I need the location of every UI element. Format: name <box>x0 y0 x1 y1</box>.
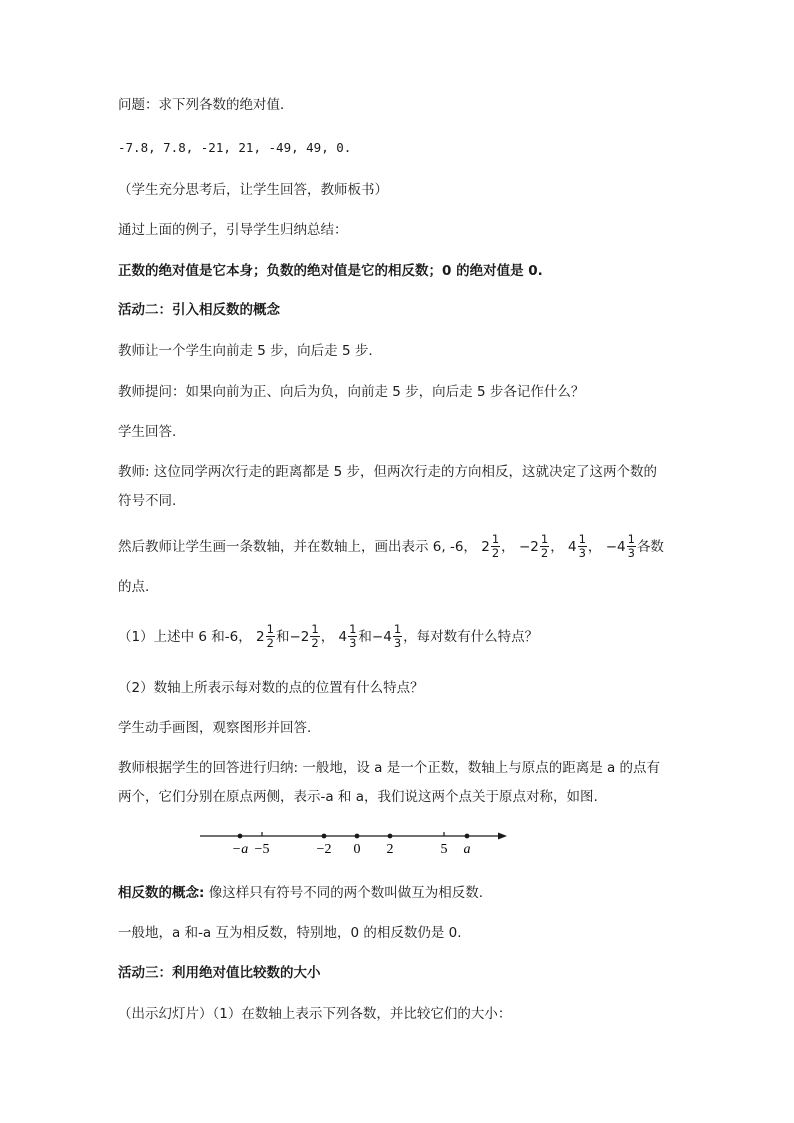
denominator: 3 <box>393 635 402 650</box>
point-2 <box>388 834 393 839</box>
numerator: 1 <box>349 621 357 636</box>
text-line: 两个，它们分别在原点两侧，表示-a 和 a，我们说这两个点关于原点对称，如图. <box>118 789 598 805</box>
text-line: 符号不同. <box>118 493 177 509</box>
mixed-number <box>518 531 550 560</box>
label-neg-5: −5 <box>254 842 270 857</box>
text-line: 学生回答. <box>118 424 177 440</box>
numerator: 1 <box>627 531 635 546</box>
number-list: -7.8, 7.8, -21, 21, -49, 49, 0. <box>118 140 352 155</box>
mixed-number <box>371 621 403 650</box>
label-2: 2 <box>386 842 394 857</box>
fraction <box>540 533 549 560</box>
conclusion-line: 正数的绝对值是它本身；负数的绝对值是它的相反数；0 的绝对值是 0. <box>118 263 543 279</box>
activity-three-heading: 活动三：利用绝对值比较数的大小 <box>118 965 321 981</box>
fraction <box>578 533 587 560</box>
numerator: 1 <box>393 621 402 636</box>
label-zero: 0 <box>353 842 361 857</box>
separator: ， <box>320 629 335 645</box>
text-line: 教师: 这位同学两次行走的距离都是 5 步，但两次行走的方向相反，这就决定了这两个数的 <box>118 464 658 480</box>
point-neg-2 <box>322 834 327 839</box>
text-segment: ，每对数有什么特点？ <box>403 629 539 645</box>
question-two-line: （2）数轴上所表示每对数的点的位置有什么特点？ <box>118 680 424 696</box>
whole-part: −4 <box>371 629 392 645</box>
mixed-number <box>256 621 276 650</box>
mixed-number <box>567 531 588 560</box>
denominator: 3 <box>627 545 635 560</box>
fraction <box>627 533 636 560</box>
number-line-figure <box>195 822 515 858</box>
definition-label: 相反数的概念: <box>118 885 205 901</box>
label-neg-2: −2 <box>316 842 332 857</box>
definition-text: 像这样只有符号不同的两个数叫做互为相反数. <box>204 885 483 901</box>
text-line: 教师根据学生的回答进行归纳: 一般地，设 a 是一个正数，数轴上与原点的距离是 a 的点有 <box>118 760 661 776</box>
separator: ， <box>550 539 564 555</box>
mixed-number <box>481 531 501 560</box>
draw-points-line <box>118 532 664 562</box>
label-a: a <box>463 842 471 857</box>
definition-line <box>118 884 483 902</box>
whole-part: 4 <box>338 629 348 645</box>
label-neg-a: −a <box>231 842 249 857</box>
question-line: 问题：求下列各数的绝对值． <box>118 97 294 113</box>
mixed-number <box>605 531 637 560</box>
whole-part: −2 <box>289 629 310 645</box>
label-5: 5 <box>440 842 448 857</box>
fraction <box>310 623 319 650</box>
text-line: 教师提问：如果向前为正、向后为负，向前走 5 步，向后走 5 步各记作什么？ <box>118 384 585 400</box>
point-neg-a <box>238 834 243 839</box>
whole-part: −4 <box>605 539 626 555</box>
denominator: 3 <box>578 545 586 560</box>
point-zero <box>355 834 360 839</box>
fraction <box>348 623 357 650</box>
denominator: 2 <box>540 545 549 560</box>
text-line: 一般地，a 和-a 互为相反数，特别地，0 的相反数仍是 0. <box>118 925 462 941</box>
question-one-line <box>118 622 538 652</box>
separator: ， <box>501 539 515 555</box>
whole-part: −2 <box>518 539 539 555</box>
denominator: 3 <box>349 635 357 650</box>
numerator: 1 <box>311 621 319 636</box>
whole-part: 4 <box>567 539 577 555</box>
text-segment: （1）上述中 6 和-6， <box>118 629 252 645</box>
separator: ， <box>587 539 602 555</box>
text-line: （出示幻灯片）（1）在数轴上表示下列各数，并比较它们的大小： <box>118 1006 512 1022</box>
separator: 和 <box>358 629 372 645</box>
separator: 和 <box>275 629 290 645</box>
whole-part: 2 <box>256 629 265 645</box>
numerator: 1 <box>266 621 274 636</box>
denominator: 2 <box>311 635 319 650</box>
text-line: 的点. <box>118 579 150 595</box>
fraction <box>266 623 275 650</box>
note-line: （学生充分思考后，让学生回答，教师板书） <box>118 182 388 198</box>
text-segment: 各数 <box>636 539 664 555</box>
point-a <box>465 834 470 839</box>
numerator: 1 <box>491 531 500 546</box>
numerator: 1 <box>540 531 549 546</box>
fraction <box>491 533 500 560</box>
mixed-number <box>338 621 358 650</box>
whole-part: 2 <box>481 539 490 555</box>
text-segment: 然后教师让学生画一条数轴，并在数轴上，画出表示 6, -6， <box>118 539 477 555</box>
denominator: 2 <box>491 545 500 560</box>
axis-arrow <box>498 833 507 840</box>
text-line: 教师让一个学生向前走 5 步，向后走 5 步. <box>118 343 373 359</box>
mixed-number <box>289 621 320 650</box>
numerator: 1 <box>578 531 586 546</box>
activity-two-heading: 活动二：引入相反数的概念 <box>118 302 280 318</box>
denominator: 2 <box>266 635 274 650</box>
text-line: 学生动手画图，观察图形并回答. <box>118 720 312 736</box>
guide-line: 通过上面的例子，引导学生归纳总结： <box>118 222 348 238</box>
fraction <box>393 623 402 650</box>
